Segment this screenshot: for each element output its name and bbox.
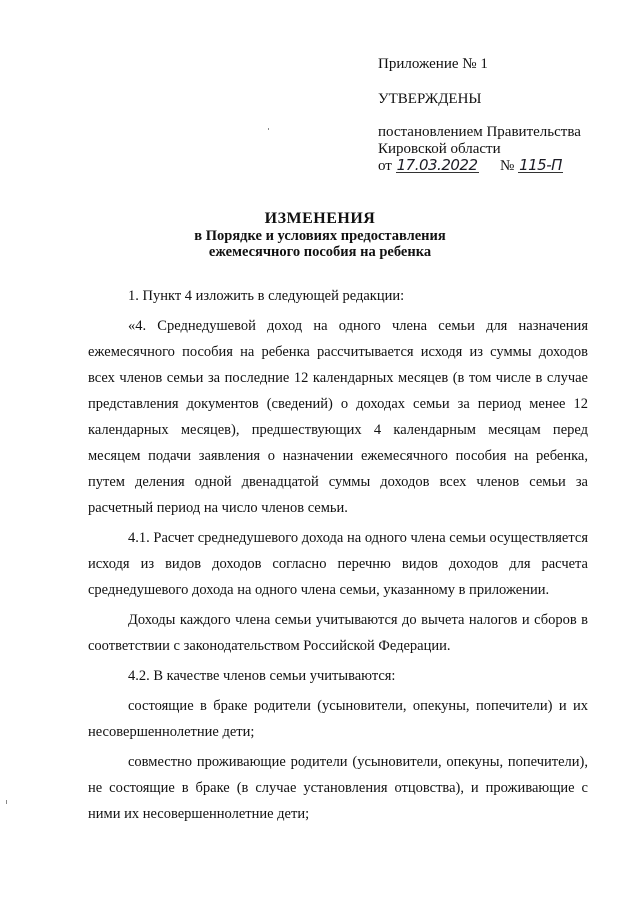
title-line-2: ежемесячного пособия на ребенка [208,244,432,260]
paragraph-3: 4.1. Расчет среднедушевого дохода на одного члена семьи осуществляется исходя из видов доходов согласно перечню видов доходов для расчета среднедушевого дохода на одного члена семьи, указанному в приложении. [88,530,588,598]
decree-block [378,124,581,175]
document-body [88,283,588,827]
paragraph-6: состоящие в браке родители (усыновители, опекуны, попечители) и их несовершеннолетние дети; [88,698,588,740]
paragraph-4: Доходы каждого члена семьи учитываются до вычета налогов и сборов в соответствии с законодательством Российской Федерации. [88,612,588,654]
scan-speck [268,128,269,130]
decree-date-number [378,158,581,175]
decree-line-2: Кировской области [378,141,501,157]
decree-number: 115-П [519,156,562,174]
number-prefix: № [500,158,515,174]
paragraph-2: «4. Среднедушевой доход на одного члена семьи для назначения ежемесячного пособия на ребенка рассчитывается исходя из суммы доходов всех членов семьи за последние 12 календарных месяцев (в том числе в случае представления документов (сведений) о доходах семьи за период менее 12 календарных месяцев), предшествующих 4 календарным месяцам перед месяцем подачи заявления о назначении ежемесячного пособия на ребенка, путем деления одной двенадцатой суммы доходов всех членов семьи за расчетный период на число членов семьи. [88,318,588,516]
appendix-label: Приложение № 1 [378,56,488,72]
approved-label: УТВЕРЖДЕНЫ [378,91,482,107]
decree-date: 17.03.2022 [396,156,478,174]
title-line-1: в Порядке и условиях предоставления [194,228,446,244]
paragraph-7: совместно проживающие родители (усыновители, опекуны, попечители), не состоящие в браке (в случае установления отцовства), и проживающие с ними их несовершеннолетние дети; [88,754,588,822]
date-prefix: от [378,158,392,174]
title-main: ИЗМЕНЕНИЯ [264,210,376,227]
decree-line-1: постановлением Правительства [378,124,581,140]
paragraph-5: 4.2. В качестве членов семьи учитываются: [128,668,396,684]
scan-speck [6,800,7,804]
document-title [0,210,640,260]
paragraph-1: 1. Пункт 4 изложить в следующей редакции: [128,288,405,304]
